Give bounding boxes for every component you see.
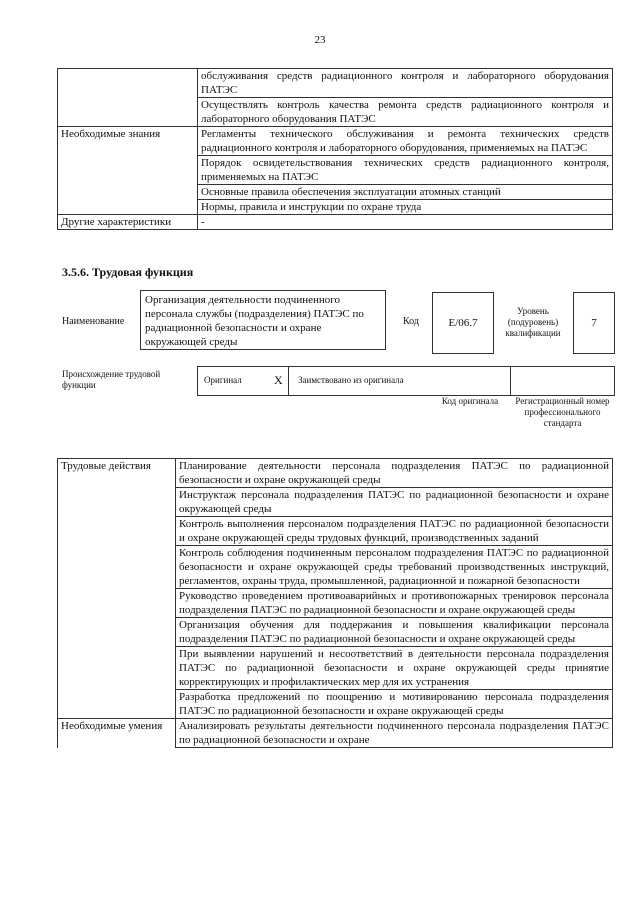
code-box xyxy=(432,292,494,354)
row-text: Основные правила обеспечения эксплуатации атомных станций xyxy=(198,185,613,200)
row-label xyxy=(58,98,198,127)
row-text: Контроль выполнения персоналом подразделения ПАТЭС по радиационной безопасности и охране окружающей среды трудовых функций, производственных заданий xyxy=(176,517,613,546)
row-label: Другие характеристики xyxy=(58,215,198,230)
origin-label: Происхождение трудовой функции xyxy=(62,369,161,390)
table-row xyxy=(58,69,613,98)
level-box xyxy=(573,292,615,354)
name-label: Наименование xyxy=(62,316,125,327)
row-text: Инструктаж персонала подразделения ПАТЭС по радиационной безопасности и охране окружающей среды xyxy=(176,488,613,517)
table-row xyxy=(58,690,613,719)
table-row xyxy=(58,98,613,127)
row-text: Порядок освидетельствования технических средств радиационного контроля, применяемых на ПАТЭС xyxy=(198,156,613,185)
code-label: Код xyxy=(403,316,419,327)
row-label xyxy=(58,647,176,690)
table-row xyxy=(58,185,613,200)
origin-code-caption: Код оригинала xyxy=(441,396,499,406)
table-row xyxy=(58,215,613,230)
name-value-box xyxy=(140,290,386,350)
origin-divider xyxy=(288,367,289,395)
row-label xyxy=(58,488,176,517)
row-label xyxy=(58,200,198,215)
row-text: Организация обучения для поддержания и повышения квалификации персонала подразделения ПАТЭС по радиационной безопасности и охране окружающей среды xyxy=(176,618,613,647)
row-label xyxy=(58,690,176,719)
row-label: Трудовые действия xyxy=(58,459,176,488)
table-row xyxy=(58,200,613,215)
row-text: Нормы, правила и инструкции по охране труда xyxy=(198,200,613,215)
origin-reg-caption: Регистрационный номер профессионального стандарта xyxy=(515,396,610,428)
table-row xyxy=(58,127,613,156)
table-row xyxy=(58,488,613,517)
work-table xyxy=(57,458,613,748)
origin-strip xyxy=(197,366,615,396)
row-label xyxy=(58,156,198,185)
table-row xyxy=(58,156,613,185)
table-row xyxy=(58,546,613,589)
table-row xyxy=(58,618,613,647)
row-text: При выявлении нарушений и несоответствий в деятельности персонала подразделения ПАТЭС по радиационной безопасности и охране окружающей среды принятие корректирующих и профилактических мер для их устранения xyxy=(176,647,613,690)
table-row xyxy=(58,459,613,488)
origin-borrowed: Заимствовано из оригинала xyxy=(298,375,404,385)
level-label: Уровень (подуровень) квалификации xyxy=(505,306,561,338)
row-label xyxy=(58,185,198,200)
section-title: 3.5.6. Трудовая функция xyxy=(62,265,194,279)
row-label xyxy=(58,589,176,618)
function-name: Организация деятельности подчиненного персонала службы (подразделения) ПАТЭС по радиационной безопасности и охране окружающей среды xyxy=(145,294,364,348)
row-label xyxy=(58,517,176,546)
origin-mark: X xyxy=(274,373,283,387)
function-code: E/06.7 xyxy=(448,317,478,329)
row-label xyxy=(58,546,176,589)
row-text: Руководство проведением противоаварийных и противопожарных тренировок персонала подразделения ПАТЭС по радиационной безопасности и охране окружающей среды xyxy=(176,589,613,618)
row-label xyxy=(58,618,176,647)
row-text: обслуживания средств радиационного контроля и лабораторного оборудования ПАТЭС xyxy=(198,69,613,98)
row-label xyxy=(58,69,198,98)
row-text: Регламенты технического обслуживания и ремонта технических средств радиационного контроля и лабораторного оборудования, применяемых на ПАТЭС xyxy=(198,127,613,156)
row-label: Необходимые знания xyxy=(58,127,198,156)
table-row xyxy=(58,719,613,748)
origin-divider xyxy=(510,367,511,395)
row-text: Осуществлять контроль качества ремонта средств радиационного контроля и лабораторного оборудования ПАТЭС xyxy=(198,98,613,127)
top-table xyxy=(57,68,613,230)
row-text: Разработка предложений по поощрению и мотивированию персонала подразделения ПАТЭС по радиационной безопасности и охране окружающей среды xyxy=(176,690,613,719)
row-text: Планирование деятельности персонала подразделения ПАТЭС по радиационной безопасности и охране окружающей среды xyxy=(176,459,613,488)
table-row xyxy=(58,647,613,690)
table-row xyxy=(58,589,613,618)
row-text: - xyxy=(198,215,613,230)
row-text: Анализировать результаты деятельности подчиненного персонала подразделения ПАТЭС по радиационной безопасности и охране xyxy=(176,719,613,748)
row-text: Контроль соблюдения подчиненным персоналом подразделения ПАТЭС по радиационной безопасности и охране окружающей среды требований производственных инструкций, регламентов, охраны труда, промышленной, радиационной и пожарной безопасности xyxy=(176,546,613,589)
page-number: 23 xyxy=(314,34,326,46)
qualification-level: 7 xyxy=(591,317,597,329)
row-label: Необходимые умения xyxy=(58,719,176,748)
origin-original: Оригинал xyxy=(204,375,242,385)
table-row xyxy=(58,517,613,546)
